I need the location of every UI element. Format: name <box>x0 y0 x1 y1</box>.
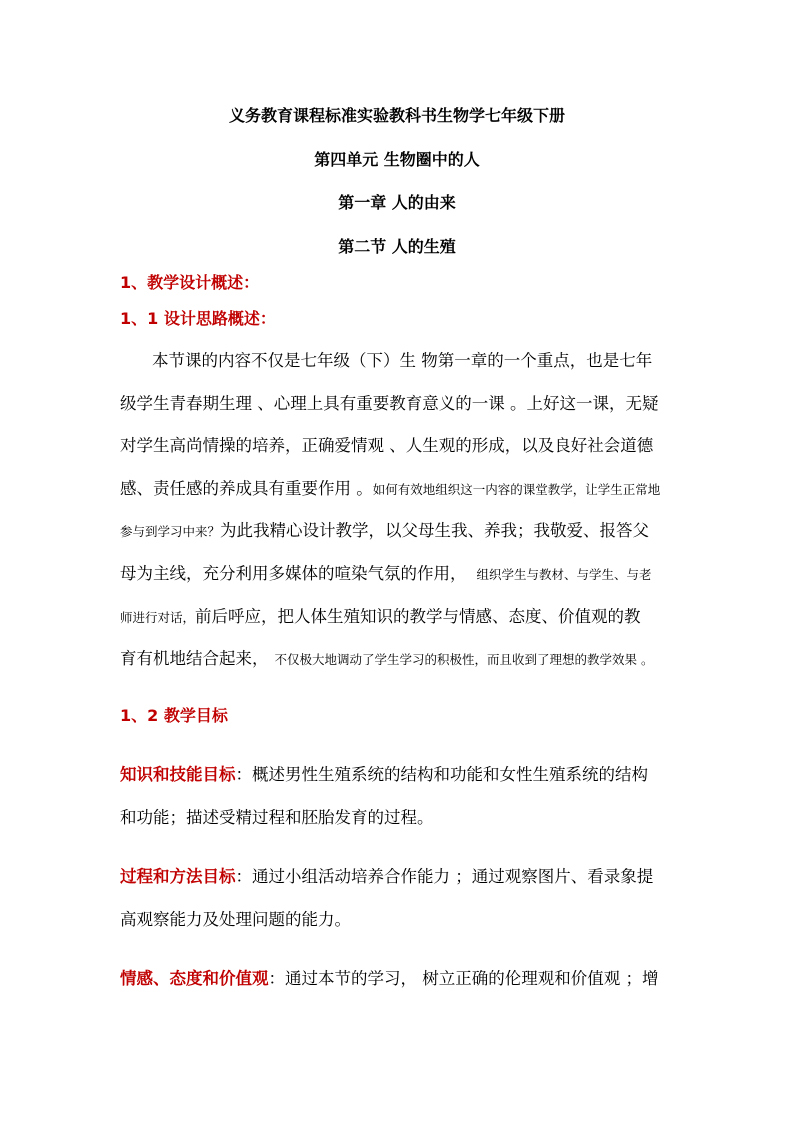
process-goal-line: 高观察能力及处理问题的能力。 <box>120 910 351 929</box>
knowledge-goal-line: 和功能；描述受精过程和胚胎发育的过程。 <box>120 808 434 827</box>
unit-title: 第四单元 生物圈中的人 <box>314 150 480 169</box>
emotion-goal-label: 情感、态度和价值观 <box>120 969 269 988</box>
paragraph-line <box>120 605 680 630</box>
paragraph-text: 母为主线，充分利用多媒体的喧染气氛的作用， <box>120 564 467 583</box>
section-1-1-heading: 1、1 设计思路概述： <box>120 309 276 328</box>
paragraph-text-small: 师进行对话， <box>120 610 196 625</box>
paragraph-line <box>120 647 680 672</box>
paragraph-text: 前后呼应，把人体生殖知识的教学与情感、态度、价值观的教 <box>195 607 641 626</box>
paragraph-line <box>120 519 680 544</box>
paragraph-line <box>120 562 680 587</box>
paragraph-text-small: 组织学生与教材、与学生、与老 <box>476 567 652 582</box>
chapter-title: 第一章 人的由来 <box>338 193 456 212</box>
section-1-2-heading: 1、2 教学目标 <box>120 706 228 725</box>
process-goal-label: 过程和方法目标 <box>120 867 236 886</box>
paragraph-line: 对学生高尚情操的培养，正确爱情观 、人生观的形成，以及良好社会道德 <box>120 436 654 455</box>
paragraph-text-small: 如何有效地组织这一内容的课堂教学，让学生正常地 <box>372 482 661 497</box>
emotion-goal-line <box>120 967 680 991</box>
process-goal-line <box>120 865 680 889</box>
emotion-goal-text: ：通过本节的学习， 树立正确的伦理观和价值观 ；增 <box>268 969 659 988</box>
section-title: 第二节 人的生殖 <box>338 237 456 256</box>
knowledge-goal-label: 知识和技能目标 <box>120 765 236 784</box>
paragraph-text-small: 参与到学习中来？ <box>120 524 221 539</box>
paragraph-line: 级学生青春期生理 、心理上具有重要教育意义的一课 。上好这一课，无疑 <box>120 394 659 413</box>
section-1-heading: 1、教学设计概述： <box>120 273 260 292</box>
paragraph-text: 育有机地结合起来， <box>120 649 269 668</box>
knowledge-goal-line <box>120 763 680 787</box>
paragraph-line <box>120 477 680 502</box>
knowledge-goal-text: ：概述男性生殖系统的结构和功能和女性生殖系统的结构 <box>235 765 648 784</box>
paragraph-text: 感、责任感的养成具有重要作用 。 <box>120 479 373 498</box>
process-goal-text: ：通过小组活动培养合作能力 ；通过观察图片、看录象提 <box>235 867 654 886</box>
book-title: 义务教育课程标准实验教科书生物学七年级下册 <box>228 106 565 125</box>
paragraph-text-small: 不仅极大地调动了学生学习的积极性，而且收到了理想的教学效果 。 <box>274 652 654 667</box>
paragraph-line: 本节课的内容不仅是七年级（下）生 物第一章的一个重点，也是七年 <box>152 351 653 370</box>
paragraph-text: 为此我精心设计教学，以父母生我、养我；我敬爱、报答父 <box>220 521 650 540</box>
